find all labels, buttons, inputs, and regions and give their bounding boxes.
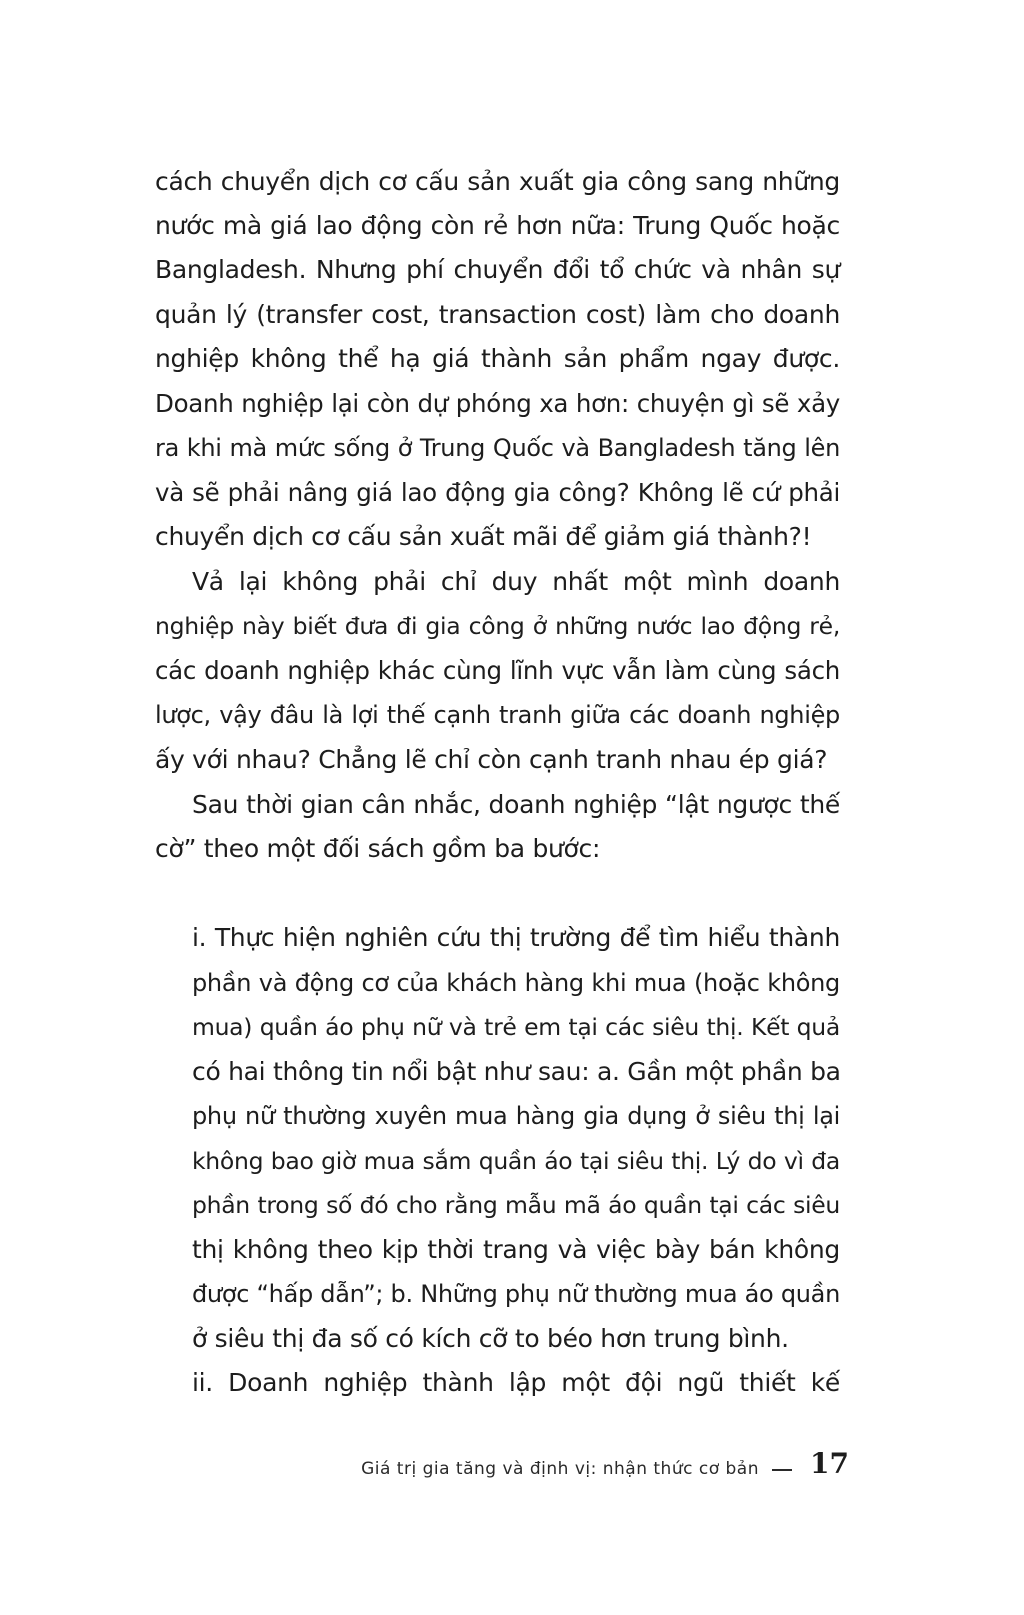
text-line: Sau thời gian cân nhắc, doanh nghiệp “lật ngược thế (192, 790, 840, 819)
text-line: Doanh nghiệp lại còn dự phóng xa hơn: chuyện gì sẽ xảy (155, 389, 840, 418)
running-footer-title: Giá trị gia tăng và định vị: nhận thức cơ bản (361, 1459, 759, 1479)
text-line: ấy với nhau? Chẳng lẽ chỉ còn cạnh tranh nhau ép giá? (155, 745, 828, 774)
text-line: Vả lại không phải chỉ duy nhất một mình doanh (192, 567, 840, 596)
list-item-line: i. Thực hiện nghiên cứu thị trường để tìm hiểu thành (192, 923, 840, 952)
text-line: quản lý (transfer cost, transaction cost) làm cho doanh (155, 300, 840, 329)
text-line: chuyển dịch cơ cấu sản xuất mãi để giảm giá thành?! (155, 522, 812, 551)
text-line: nước mà giá lao động còn rẻ hơn nữa: Trung Quốc hoặc (155, 211, 840, 240)
text-line: nghiệp này biết đưa đi gia công ở những nước lao động rẻ, (155, 612, 840, 640)
text-line: nghiệp không thể hạ giá thành sản phẩm ngay được. (155, 344, 840, 373)
text-line: Bangladesh. Nhưng phí chuyển đổi tổ chức và nhân sự (155, 255, 840, 284)
page-number: 17 (810, 1447, 849, 1480)
list-item-line: thị không theo kịp thời trang và việc bày bán không (192, 1235, 840, 1264)
text-line: cách chuyển dịch cơ cấu sản xuất gia công sang những (155, 167, 840, 196)
text-line: lược, vậy đâu là lợi thế cạnh tranh giữa các doanh nghiệp (155, 701, 840, 729)
list-item-line: mua) quần áo phụ nữ và trẻ em tại các siêu thị. Kết quả (192, 1013, 840, 1041)
text-line: các doanh nghiệp khác cùng lĩnh vực vẫn làm cùng sách (155, 656, 840, 685)
text-line: và sẽ phải nâng giá lao động gia công? Không lẽ cứ phải (155, 478, 840, 507)
list-item-line: ở siêu thị đa số có kích cỡ to béo hơn trung bình. (192, 1324, 789, 1353)
list-item-line: ii. Doanh nghiệp thành lập một đội ngũ thiết kế (192, 1368, 840, 1397)
footer-dash (772, 1469, 792, 1471)
text-line: cờ” theo một đối sách gồm ba bước: (155, 834, 601, 863)
list-item-line: được “hấp dẫn”; b. Những phụ nữ thường mua áo quần (192, 1280, 840, 1308)
list-item-line: phần và động cơ của khách hàng khi mua (hoặc không (192, 969, 840, 997)
list-item-line: phần trong số đó cho rằng mẫu mã áo quần tại các siêu (192, 1191, 840, 1219)
text-line: ra khi mà mức sống ở Trung Quốc và Bangladesh tăng lên (155, 434, 840, 462)
list-item-line: phụ nữ thường xuyên mua hàng gia dụng ở siêu thị lại (192, 1102, 840, 1130)
list-item-line: không bao giờ mua sắm quần áo tại siêu thị. Lý do vì đa (192, 1147, 840, 1175)
list-item-line: có hai thông tin nổi bật như sau: a. Gần một phần ba (192, 1057, 841, 1086)
